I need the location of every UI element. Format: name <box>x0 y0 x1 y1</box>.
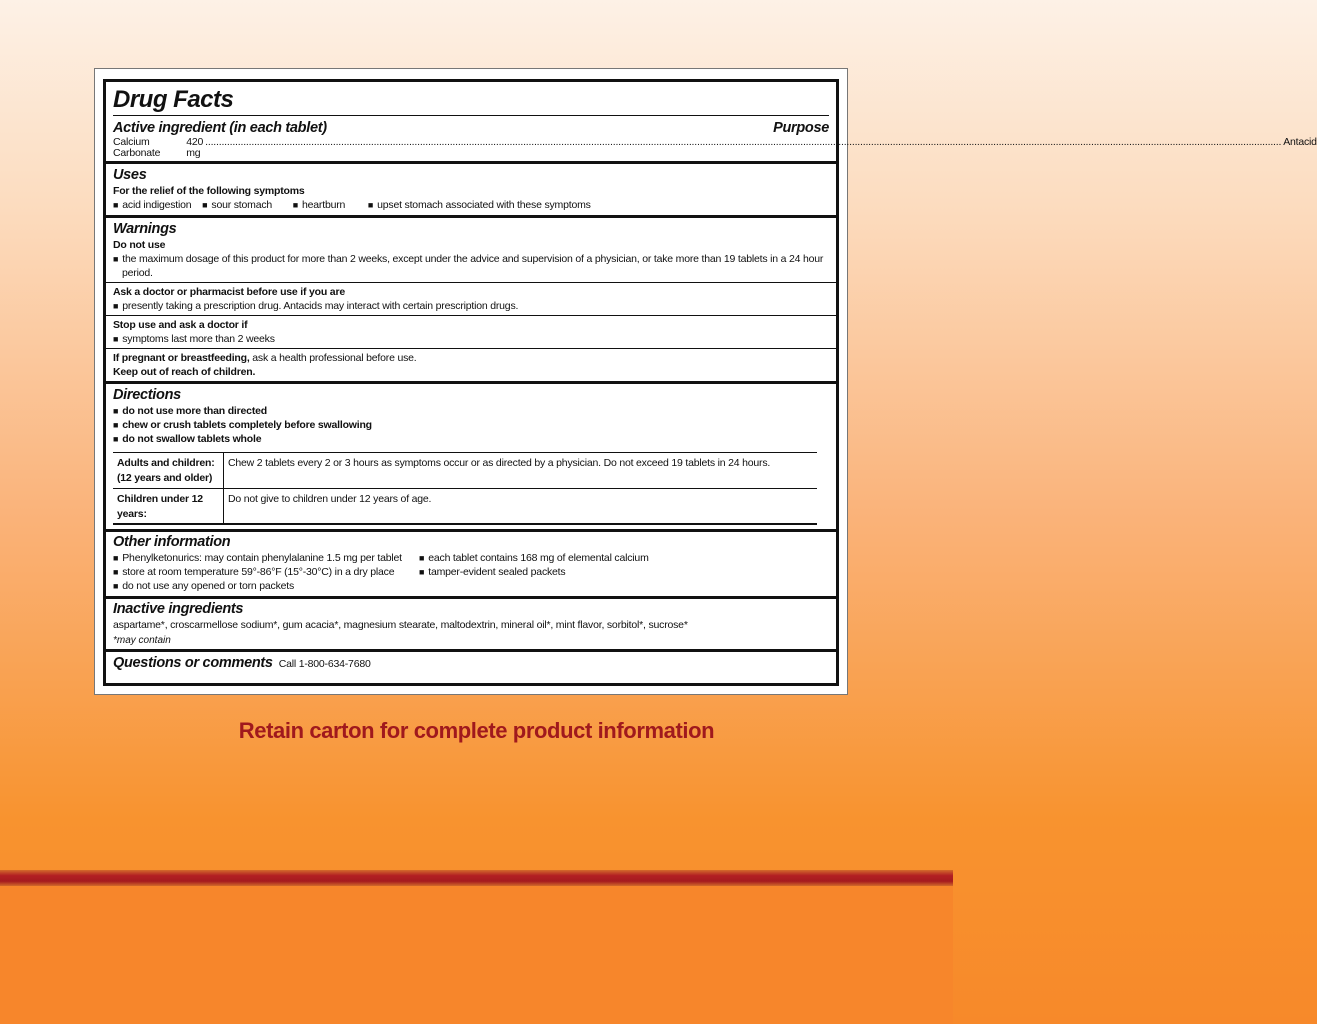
pregnancy-block <box>106 348 836 379</box>
do-not-use-heading: Do not use <box>113 239 166 251</box>
inactive-note: *may contain <box>113 635 171 646</box>
questions-section <box>106 649 836 675</box>
stop-use-text: ■ symptoms last more than 2 weeks <box>113 333 275 345</box>
directions-item: ■ do not use more than directed <box>113 404 829 418</box>
do-not-use-text: ■ the maximum dosage of this product for more than 2 weeks, except under the advice and supervision of a physician, or take more than 19 tablets in a 24 hour period. <box>113 253 823 279</box>
directions-item: ■ chew or crush tablets completely before swallowing <box>113 418 829 432</box>
inactive-heading: Inactive ingredients <box>113 601 244 617</box>
warnings-section <box>106 215 836 381</box>
active-ingredient-heading: Active ingredient (in each tablet) <box>113 120 327 136</box>
other-info-item: ■ each tablet contains 168 mg of elemental calcium <box>419 551 649 565</box>
ingredient-name: Calcium Carbonate <box>113 136 161 159</box>
ingredient-amount: 420 mg <box>186 136 204 159</box>
uses-heading: Uses <box>113 167 147 183</box>
stop-use-block <box>106 315 836 348</box>
other-info-item: ■ Phenylketonurics: may contain phenylalanine 1.5 mg per tablet <box>113 551 419 565</box>
directions-row-adults <box>113 453 817 489</box>
leader-dots: ............................................................................................................................................................................................................................................................................................................................................................................................................ <box>205 136 1282 148</box>
active-ingredient-row <box>113 136 1317 161</box>
other-info-section <box>106 529 836 596</box>
ask-doctor-item <box>113 299 829 315</box>
directions-who: Adults and children: (12 years and older) <box>113 453 224 488</box>
inactive-list: aspartame*, croscarmellose sodium*, gum acacia*, magnesium stearate, maltodextrin, mineral oil*, mint flavor, sorbitol*, sucrose* <box>113 619 688 631</box>
drug-facts-card <box>94 68 1317 695</box>
directions-who: Children under 12 years: <box>113 489 224 523</box>
ask-doctor-heading: Ask a doctor or pharmacist before use if you are <box>113 286 345 298</box>
uses-list <box>113 198 829 212</box>
red-stripe <box>0 870 953 886</box>
drug-facts-panel <box>103 79 1317 686</box>
uses-item: ■ heartburn <box>293 198 345 212</box>
directions-section <box>106 381 836 529</box>
other-info-right <box>419 551 649 593</box>
uses-item: ■ acid indigestion <box>113 198 191 212</box>
uses-section <box>106 161 836 215</box>
directions-instruction: Do not give to children under 12 years of age. <box>228 493 432 505</box>
pregnancy-warning <box>113 351 829 365</box>
drug-facts-title: Drug Facts <box>113 82 829 116</box>
other-info-item: ■ do not use any opened or torn packets <box>113 579 419 593</box>
purpose-heading: Purpose <box>773 120 829 136</box>
other-info-item: ■ tamper-evident sealed packets <box>419 565 649 579</box>
other-info-left <box>113 551 419 593</box>
do-not-use-item <box>113 252 829 282</box>
keep-out-warning: Keep out of reach of children. <box>113 366 256 378</box>
directions-table <box>113 452 817 525</box>
stop-use-item <box>113 332 829 348</box>
title-section <box>106 82 1317 161</box>
questions-heading: Questions or comments <box>113 655 273 671</box>
other-info-columns <box>113 551 829 593</box>
directions-row-children <box>113 489 817 523</box>
uses-intro: For the relief of the following symptoms <box>113 185 305 197</box>
ask-doctor-text: ■ presently taking a prescription drug. Antacids may interact with certain prescription drugs. <box>113 300 518 312</box>
other-info-item: ■ store at room temperature 59°-86°F (15°-30°C) in a dry place <box>113 565 419 579</box>
warnings-heading: Warnings <box>113 221 177 237</box>
pregnancy-bold: If pregnant or breastfeeding, <box>113 352 250 364</box>
directions-instruction: Chew 2 tablets every 2 or 3 hours as symptoms occur or as directed by a physician. Do not exceed 19 tablets in 24 hours. <box>228 457 771 469</box>
active-heading-row <box>113 116 829 137</box>
bottom-band <box>0 872 953 1024</box>
directions-item: ■ do not swallow tablets whole <box>113 432 829 446</box>
stop-use-heading: Stop use and ask a doctor if <box>113 319 248 331</box>
retain-carton-notice: Retain carton for complete product information <box>238 718 715 743</box>
pregnancy-rest: ask a health professional before use. <box>249 352 417 364</box>
questions-phone: Call 1-800-634-7680 <box>278 658 371 670</box>
directions-heading: Directions <box>113 387 181 403</box>
ask-doctor-block <box>106 282 836 315</box>
uses-item: ■ upset stomach associated with these symptoms <box>368 198 591 212</box>
ingredient-purpose: Antacid <box>1283 136 1317 148</box>
inactive-section <box>106 596 836 649</box>
other-info-heading: Other information <box>113 534 231 550</box>
uses-item: ■ sour stomach <box>202 198 272 212</box>
